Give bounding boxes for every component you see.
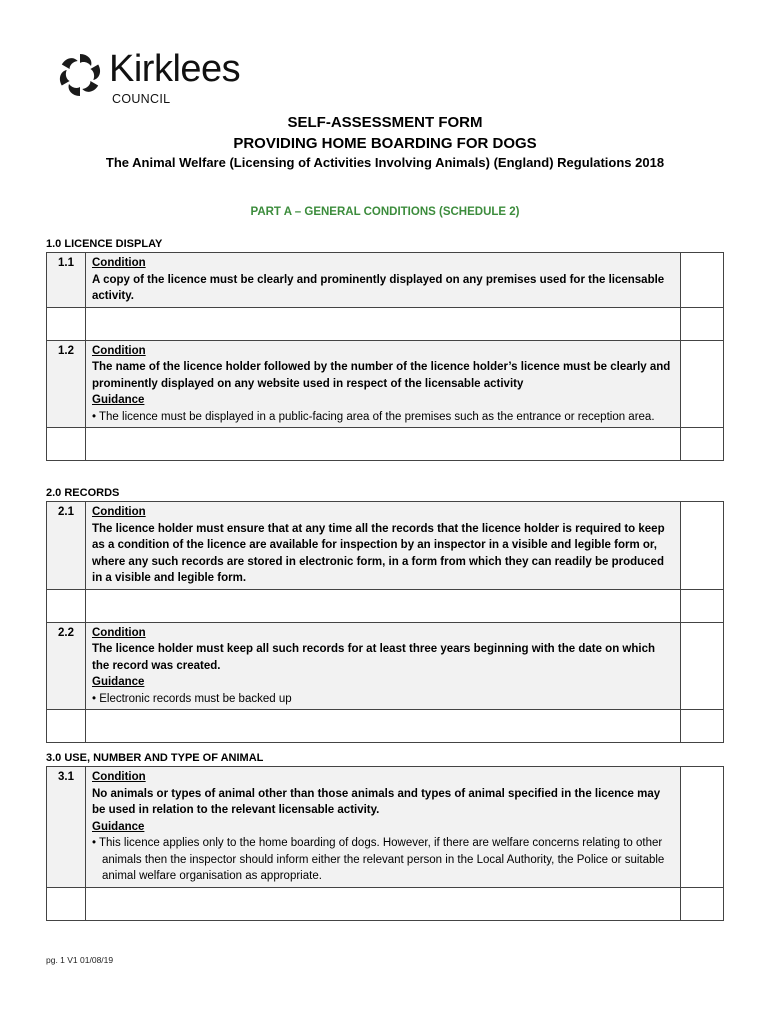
condition-cell (86, 253, 681, 308)
condition-table (46, 252, 724, 461)
condition-cell (86, 502, 681, 590)
condition-label: Condition (92, 257, 146, 269)
section-title: 2.0 RECORDS (46, 487, 120, 499)
condition-label: Condition (92, 506, 146, 518)
compliance-box[interactable] (681, 502, 724, 590)
response-number-cell (47, 589, 86, 622)
condition-text: The licence holder must keep all such records for at least three years beginning with the date on which the record was created. (92, 643, 656, 672)
response-number-cell (47, 428, 86, 461)
part-a-heading: PART A – GENERAL CONDITIONS (SCHEDULE 2) (250, 206, 520, 218)
regulations-subtitle: The Animal Welfare (Licensing of Activities Involving Animals) (England) Regulations 2018 (105, 155, 665, 170)
response-number-cell (47, 307, 86, 340)
response-input[interactable] (86, 710, 681, 743)
condition-cell (86, 622, 681, 710)
response-row (47, 307, 724, 340)
response-box[interactable] (681, 589, 724, 622)
condition-text: The name of the licence holder followed by the number of the licence holder’s licence must be clearly and prominently displayed on any website used in respect of the licensable activity (92, 361, 671, 390)
logo-council: COUNCIL (112, 92, 171, 106)
condition-row (47, 767, 724, 888)
condition-label: Condition (92, 344, 146, 357)
response-box[interactable] (681, 428, 724, 461)
condition-row (47, 340, 724, 428)
condition-row (47, 502, 724, 590)
guidance-bullet: • The licence must be displayed in a public-facing area of the premises such as the entrance or reception area. (92, 410, 655, 423)
response-box[interactable] (681, 307, 724, 340)
guidance-bullet: • This licence applies only to the home boarding of dogs. However, if there are welfare concerns relating to other animals then the inspector should inform either the relevant person in the Local Authority, the Police or suitable animal welfare organisation as appropriate. (92, 837, 665, 882)
guidance-label: Guidance (92, 394, 145, 406)
guidance-label: Guidance (92, 820, 145, 833)
response-row (47, 428, 724, 461)
response-row (47, 710, 724, 743)
compliance-box[interactable] (681, 767, 724, 888)
response-row (47, 589, 724, 622)
logo-wordmark: Kirklees (109, 48, 241, 90)
response-input[interactable] (86, 887, 681, 920)
condition-cell (86, 767, 681, 888)
form-subject: PROVIDING HOME BOARDING FOR DOGS (233, 135, 537, 152)
condition-number: 1.1 (47, 253, 86, 308)
condition-number: 2.2 (47, 622, 86, 710)
condition-table (46, 766, 724, 921)
condition-text: A copy of the licence must be clearly and prominently displayed on any premises used for the licensable activity. (92, 273, 665, 302)
condition-cell (86, 340, 681, 428)
condition-text: The licence holder must ensure that at any time all the records that the licence holder is required to keep as a condition of the licence are available for inspection by an inspector in a visible and legible form or, where any such records are stored in electronic form, in a form from which they can readily be produced in a visible and legible form. (92, 522, 665, 584)
section-title: 3.0 USE, NUMBER AND TYPE OF ANIMAL (46, 752, 264, 764)
response-input[interactable] (86, 428, 681, 461)
condition-text: No animals or types of animal other than those animals and types of animal specified in the licence may be used in relation to the relevant licensable activity. (92, 787, 661, 816)
response-number-cell (47, 710, 86, 743)
response-box[interactable] (681, 887, 724, 920)
page-footer: pg. 1 V1 01/08/19 (46, 955, 114, 965)
condition-label: Condition (92, 771, 146, 783)
compliance-box[interactable] (681, 253, 724, 308)
compliance-box[interactable] (681, 340, 724, 428)
condition-row (47, 253, 724, 308)
response-input[interactable] (86, 589, 681, 622)
condition-number: 2.1 (47, 502, 86, 590)
response-row (47, 887, 724, 920)
guidance-label: Guidance (92, 676, 145, 688)
kirklees-swirl-icon (55, 50, 105, 100)
section-title: 1.0 LICENCE DISPLAY (46, 238, 163, 250)
guidance-bullet: • Electronic records must be backed up (92, 692, 292, 705)
condition-label: Condition (92, 626, 146, 639)
compliance-box[interactable] (681, 622, 724, 710)
condition-row (47, 622, 724, 710)
response-number-cell (47, 887, 86, 920)
condition-number: 3.1 (47, 767, 86, 888)
form-title: SELF-ASSESSMENT FORM (287, 114, 483, 131)
condition-number: 1.2 (47, 340, 86, 428)
response-box[interactable] (681, 710, 724, 743)
condition-table (46, 501, 724, 743)
kirklees-logo (55, 46, 270, 108)
response-input[interactable] (86, 307, 681, 340)
